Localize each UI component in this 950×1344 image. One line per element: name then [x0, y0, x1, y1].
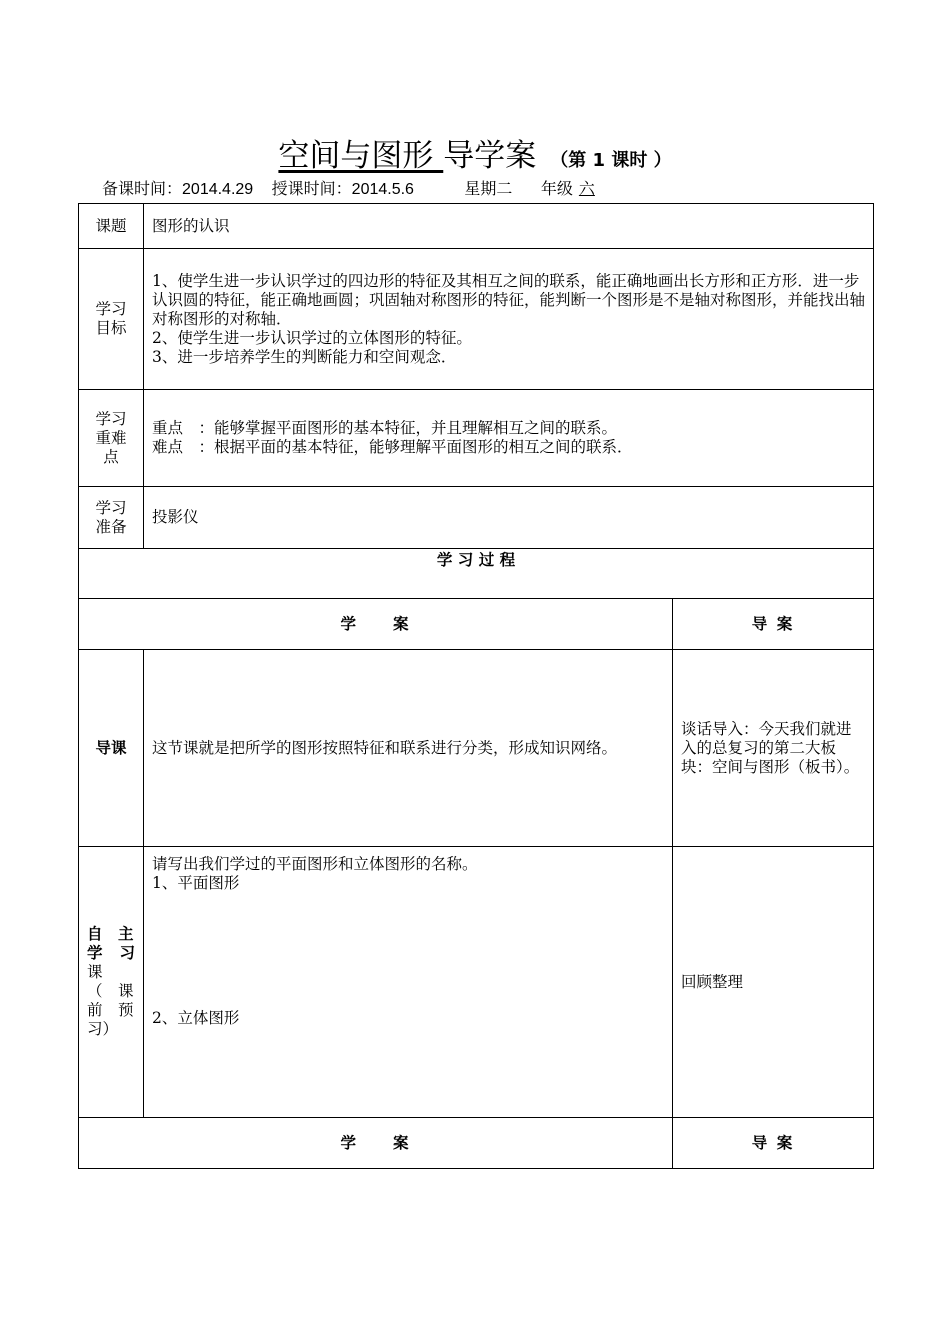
- teach-label: 授课时间：: [271, 181, 352, 198]
- daoan-header-2: 导 案: [673, 1118, 874, 1169]
- goals-content: [144, 249, 874, 390]
- process-title: 学 习 过 程: [79, 549, 874, 599]
- row-goals: [79, 249, 874, 390]
- xuean-header: 学 案: [79, 599, 673, 650]
- lesson-meta: [102, 176, 601, 199]
- goal-item-2: 2、使学生进一步认识学过的立体图形的特征。: [152, 328, 472, 347]
- intro-label: 导课: [79, 650, 144, 847]
- row-process-title: [79, 549, 874, 599]
- self-study-solid: 2、立体图形: [152, 1009, 240, 1027]
- keypoint-difficulty: 难点 ：根据平面的基本特征，能够理解平面图形的相互之间的联系．: [152, 438, 633, 456]
- goal-item-3: 3、进一步培养学生的判断能力和空间观念．: [152, 347, 457, 366]
- self-study-left: [144, 847, 673, 1118]
- goals-label: 学习 目标: [79, 249, 144, 390]
- intro-right: 谈话导入：今天我们就进入的总复习的第二大板块：空间与图形（板书）。: [673, 650, 874, 847]
- teach-date: 2014.5.6: [351, 181, 414, 198]
- title-main-2: 导学案: [443, 138, 537, 174]
- keypoints-label: 学习 重难 点: [79, 390, 144, 487]
- self-study-right: 回顾整理: [673, 847, 874, 1118]
- title-main: 空间与图形: [278, 138, 444, 174]
- intro-left: 这节课就是把所学的图形按照特征和联系进行分类，形成知识网络。: [144, 650, 673, 847]
- weekday: 星期二: [464, 181, 513, 198]
- self-study-prompt: 请写出我们学过的平面图形和立体图形的名称。: [152, 855, 478, 873]
- row-intro: [79, 650, 874, 847]
- self-study-plane: 1、平面图形: [152, 874, 240, 892]
- row-col-headers-2: [79, 1118, 874, 1169]
- prep-label: 备课时间：: [102, 181, 183, 198]
- document-title: [0, 130, 950, 175]
- lesson-table: [78, 203, 874, 1169]
- prep-value: 投影仪: [144, 487, 874, 549]
- goal-item-1: 1、使学生进一步认识学过的四边形的特征及其相互之间的联系，能正确地画出长方形和正方形．进一步认识圆的特征，能正确地画圆；巩固轴对称图形的特征，能判断一个图形是不是轴对称图形，并能找出轴对称图形的对称轴．: [152, 271, 866, 328]
- topic-value: 图形的认识: [144, 204, 874, 249]
- daoan-header: 导 案: [673, 599, 874, 650]
- grade-label: 年级: [540, 181, 573, 198]
- row-col-headers: [79, 599, 874, 650]
- grade-value: 六: [578, 181, 595, 198]
- row-keypoints: [79, 390, 874, 487]
- keypoint-focus: 重点 ：能够掌握平面图形的基本特征，并且理解相互之间的联系。: [152, 419, 618, 437]
- row-self-study: [79, 847, 874, 1118]
- self-study-label: 自 主 学 习课 （ 课 前 预 习）: [79, 847, 144, 1118]
- row-topic: [79, 204, 874, 249]
- prep-label-cell: 学习 准备: [79, 487, 144, 549]
- topic-label: 课题: [79, 204, 144, 249]
- xuean-header-2: 学 案: [79, 1118, 673, 1169]
- keypoints-content: [144, 390, 874, 487]
- row-prep: [79, 487, 874, 549]
- prep-date: 2014.4.29: [182, 181, 254, 198]
- title-lesson: （第 1 课时 ）: [550, 150, 672, 171]
